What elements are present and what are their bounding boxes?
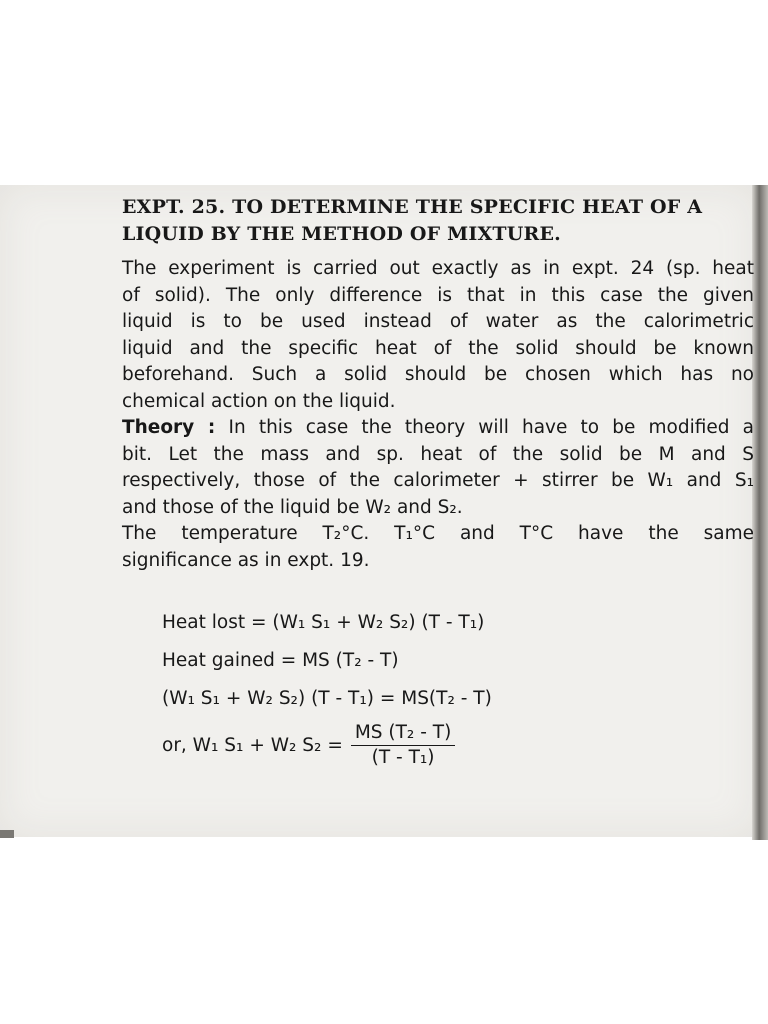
intro-line: liquid and the specific heat of the solid should be known [122, 337, 754, 359]
gutter-mark [0, 830, 14, 838]
page-content [122, 190, 754, 574]
heat-lost-equation: Heat lost = (W₁ S₁ + W₂ S₂) (T - T₁) [162, 612, 485, 633]
fraction-denominator: (T - T₁) [371, 747, 435, 768]
heading-line-2: LIQUID BY THE METHOD OF MIXTURE. [122, 223, 561, 245]
intro-paragraph [122, 256, 754, 415]
result-lhs: or, W₁ S₁ + W₂ S₂ = [162, 735, 343, 756]
heading-line-1: EXPT. 25. TO DETERMINE THE SPECIFIC HEAT OF A [122, 196, 703, 218]
fraction-numerator: MS (T₂ - T) [351, 722, 455, 746]
page-edge [752, 185, 768, 840]
intro-line: of solid). The only difference is that in this case the given [122, 284, 754, 306]
theory-line: respectively, those of the calorimeter + stirrer be W₁ and S₁ [122, 470, 754, 491]
theory-line: bit. Let the mass and sp. heat of the solid be M and S [122, 443, 754, 465]
intro-line: liquid is to be used instead of water as the calorimetric [122, 311, 754, 332]
equation-block [162, 604, 492, 769]
intro-line: beforehand. Such a solid should be chosen which has no [122, 364, 754, 385]
balance-equation: (W₁ S₁ + W₂ S₂) (T - T₁) = MS(T₂ - T) [162, 688, 492, 709]
result-fraction [351, 722, 455, 769]
intro-line: The experiment is carried out exactly as in expt. 24 (sp. heat [122, 258, 754, 279]
intro-line: chemical action on the liquid. [122, 390, 396, 412]
theory-first-line [122, 415, 754, 442]
temperature-line: significance as in expt. 19. [122, 549, 370, 571]
experiment-heading [122, 194, 754, 248]
theory-line: and those of the liquid be W₂ and S₂. [122, 496, 463, 518]
result-equation [162, 722, 492, 769]
heat-gained-equation: Heat gained = MS (T₂ - T) [162, 650, 399, 671]
theory-line: In this case the theory will have to be modified a [228, 417, 754, 438]
temperature-paragraph [122, 521, 754, 574]
theory-paragraph [122, 415, 754, 521]
theory-label: Theory : [122, 417, 216, 438]
temperature-line: The temperature T₂°C. T₁°C and T°C have the same [122, 523, 754, 544]
